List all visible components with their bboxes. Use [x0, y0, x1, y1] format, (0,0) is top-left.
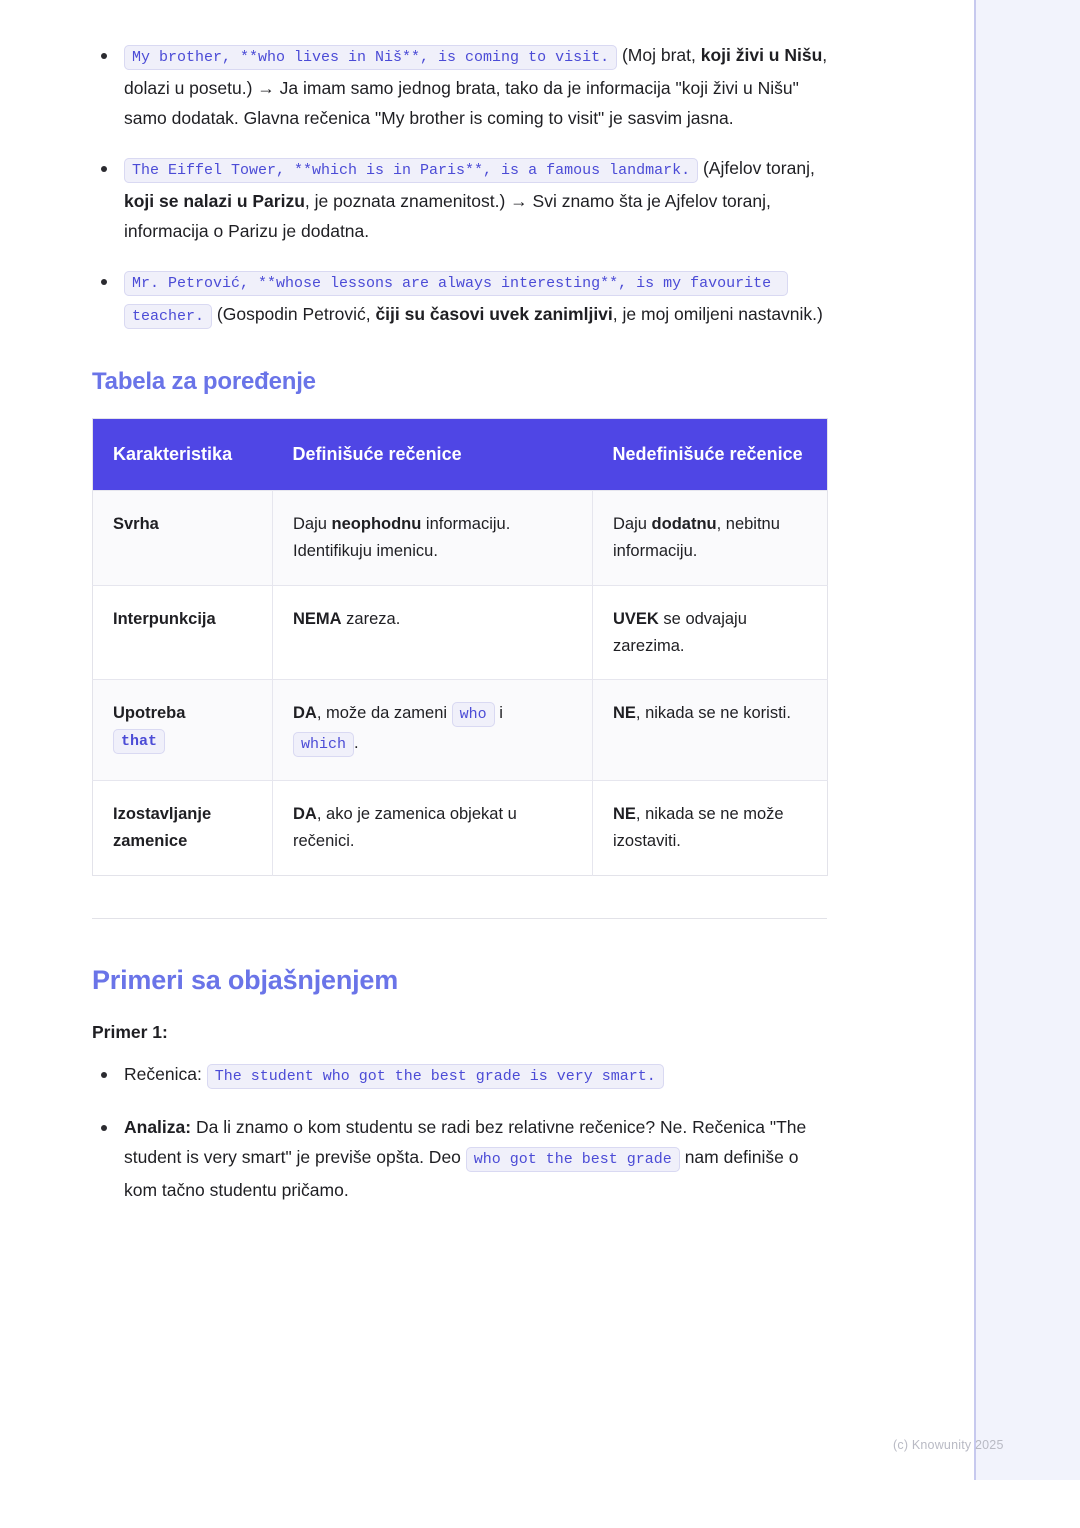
example-translation-open: (Ajfelov toranj, [702, 158, 815, 179]
text-post: se odvajaju zarezima. [613, 609, 747, 655]
text-bold: UVEK [613, 609, 659, 628]
text-pre: Daju [613, 515, 652, 534]
table-cell-feature: Svrha [93, 491, 273, 585]
analysis-code: who got the best grade [466, 1147, 680, 1172]
text-bold: DA [293, 805, 317, 824]
table-row [93, 781, 828, 875]
section-divider [92, 918, 827, 919]
table-cell-nondefining [593, 585, 828, 679]
section-heading-table: Tabela za poređenje [92, 368, 316, 396]
text-bold: neophodnu [331, 515, 422, 534]
copyright-footer: (c) Knowunity 2025 [893, 1438, 1004, 1452]
comparison-table [92, 418, 828, 875]
primer-label: Primer 1: [92, 1021, 168, 1042]
text-post: zareza. [341, 609, 401, 628]
page-right-margin-inner [974, 0, 1080, 1480]
list-item [92, 1059, 832, 1092]
table-header-row [93, 419, 828, 491]
feature-code: that [113, 729, 165, 754]
table-cell-feature [93, 680, 273, 781]
list-item [92, 40, 832, 133]
text-post: , nikada se ne može izostaviti. [613, 805, 784, 850]
text-post: , nikada se ne koristi. [635, 704, 791, 723]
example-code: The Eiffel Tower, **which is in Paris**, is a famous landmark. [124, 158, 698, 183]
document-content [92, 40, 832, 1225]
table-header-cell-nondefining: Nedefinišuće rečenice [593, 419, 828, 491]
example-code: My brother, **who lives in Niš**, is coming to visit. [124, 45, 617, 70]
example-translation-rest: , je poznata znamenitost.) → Svi znamo šta je Ajfelov toranj, informacija o Parizu je dodatna. [124, 191, 771, 242]
example-translation-open: (Moj brat, [621, 45, 701, 65]
list-item [92, 153, 832, 246]
text-post: , ako je zamenica objekat u rečenici. [293, 805, 517, 850]
text-bold: NEMA [293, 609, 342, 628]
example-translation-bold: koji živi u Nišu [700, 45, 823, 65]
analysis-bullet-list [92, 1059, 832, 1205]
text-post: . [354, 734, 359, 753]
table-cell-defining [273, 585, 593, 679]
page-right-margin [975, 0, 1080, 1480]
feature-label: Upotreba [113, 704, 186, 723]
table-cell-feature: Interpunkcija [93, 585, 273, 679]
text-bold: dodatnu [651, 515, 717, 534]
sentence-label: Rečenica: [124, 1063, 202, 1084]
analysis-label: Analiza: [124, 1116, 192, 1137]
example-code: Mr. Petrović, **whose lessons are always interesting**, is my favourite teacher. [124, 271, 788, 329]
text-post: , nebitnu informaciju. [613, 515, 780, 561]
table-header-cell-defining: Definišuće rečenice [273, 419, 593, 491]
analysis-text-part2: nam definiše o kom tačno studentu pričamo. [124, 1146, 799, 1200]
pronoun-code-who: who [452, 702, 495, 727]
table-cell-nondefining [593, 680, 828, 781]
pronoun-code-which: which [293, 732, 354, 757]
table-row [93, 491, 828, 585]
table-row [93, 585, 828, 679]
text-bold: DA [293, 704, 317, 723]
text-join: i [499, 704, 503, 723]
example-translation-rest: , je moj omiljeni nastavnik.) [612, 304, 823, 325]
text-mid: , može da zameni [316, 704, 452, 723]
example-translation-bold: koji se nalazi u Parizu [124, 191, 305, 212]
example-translation-open: (Gospodin Petrović, [216, 304, 376, 325]
table-cell-defining [273, 491, 593, 585]
examples-bullet-list [92, 40, 832, 332]
analysis-text-part1: Da li znamo o kom studentu se radi bez relativne rečenice? Ne. Rečenica "The student is very smart" je previše opšta. Deo [124, 1116, 807, 1167]
text-post: informaciju. Identifikuju imenicu. [293, 515, 511, 561]
example-translation-rest: , dolazi u posetu.) → Ja imam samo jednog brata, tako da je informacija "koji živi u Nišu" samo dodatak. Glavna rečenica "My brother is coming to visit" je sasvim jasna. [124, 45, 828, 129]
table-row [93, 680, 828, 781]
text-pre: Daju [293, 515, 332, 534]
table-cell-feature: Izostavljanje zamenice [93, 781, 273, 875]
table-header-cell-feature: Karakteristika [93, 419, 273, 491]
table-cell-defining [273, 781, 593, 875]
example-translation-bold: čiji su časovi uvek zanimljivi [375, 304, 613, 325]
text-bold: NE [613, 805, 636, 824]
sentence-code: The student who got the best grade is very smart. [207, 1064, 664, 1089]
table-cell-nondefining [593, 491, 828, 585]
list-item [92, 1112, 832, 1205]
text-bold: NE [613, 704, 636, 723]
table-cell-defining [273, 680, 593, 781]
list-item [92, 266, 832, 332]
table-cell-nondefining [593, 781, 828, 875]
section-heading-examples: Primeri sa objašnjenjem [92, 964, 399, 995]
